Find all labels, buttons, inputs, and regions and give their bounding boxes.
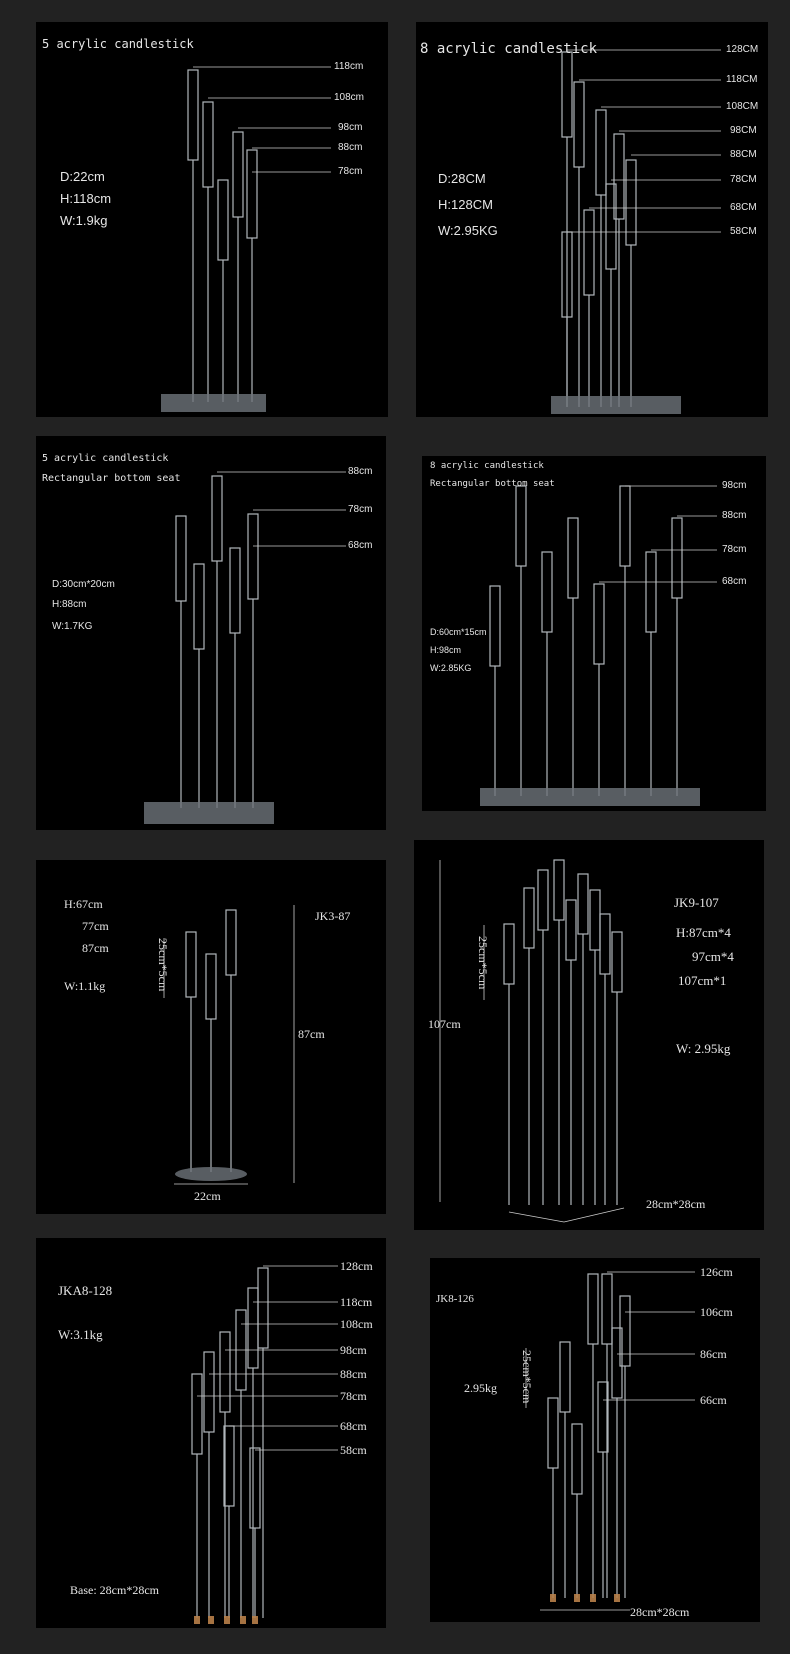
- height-label: 68CM: [730, 202, 757, 213]
- height-label: 68cm: [340, 1419, 367, 1433]
- total-height-label: 107cm: [428, 1017, 461, 1031]
- spec-diameter: D:60cm*15cm: [430, 627, 487, 637]
- model-label: JK9-107: [674, 895, 719, 910]
- height-label: 58cm: [340, 1443, 367, 1457]
- product-panel-4: [422, 456, 766, 811]
- height-label: 108CM: [726, 101, 759, 112]
- candlestick-5-rect-illustration: [36, 436, 386, 830]
- height-label: 68cm: [722, 576, 747, 587]
- panel-title: 8 acrylic candlestick: [420, 41, 598, 57]
- spec-weight: W: 2.95kg: [676, 1041, 731, 1056]
- height-label: 66cm: [700, 1393, 727, 1407]
- height-label: 88cm: [348, 466, 373, 477]
- panel-title: 5 acrylic candlestick: [42, 453, 169, 464]
- height-label: 108cm: [340, 1317, 373, 1331]
- spec-weight: 2.95kg: [464, 1381, 497, 1395]
- height-label: 118CM: [726, 74, 758, 85]
- height-label: 126cm: [700, 1265, 733, 1279]
- candlestick-8-illustration: [416, 22, 768, 417]
- height-label: 88cm: [340, 1367, 367, 1381]
- product-panel-2: [416, 22, 768, 417]
- spec-weight: W:2.95KG: [438, 223, 498, 238]
- spec-diameter: D:30cm*20cm: [52, 579, 115, 590]
- spec-weight: W:1.7KG: [52, 621, 93, 632]
- height-label: 88CM: [730, 149, 757, 160]
- base-size-label: 22cm: [194, 1189, 221, 1203]
- spec-height-2: 77cm: [82, 919, 109, 933]
- spec-diameter: D:28CM: [438, 171, 486, 186]
- base-size-label: 28cm*28cm: [646, 1197, 706, 1211]
- spec-diameter: D:22cm: [60, 169, 105, 184]
- spec-height-2: 97cm*4: [692, 949, 734, 964]
- height-label: 78cm: [722, 544, 747, 555]
- height-label: 98cm: [340, 1343, 367, 1357]
- base-size-label: 28cm*28cm: [630, 1605, 690, 1619]
- cup-size-label: 25cm*5cm: [476, 936, 490, 990]
- height-label: 128cm: [340, 1259, 373, 1273]
- height-label: 88cm: [338, 142, 363, 153]
- product-panel-5: [36, 860, 386, 1214]
- height-label: 88cm: [722, 510, 747, 521]
- model-label: JK8-126: [436, 1293, 474, 1305]
- model-label: JKA8-128: [58, 1283, 113, 1298]
- spec-height: H:67cm: [64, 897, 103, 911]
- height-label: 68cm: [348, 540, 373, 551]
- height-label: 78cm: [340, 1389, 367, 1403]
- product-panel-6: [414, 840, 764, 1230]
- product-panel-8: [430, 1258, 760, 1622]
- height-label: 118cm: [334, 61, 364, 72]
- spec-weight: W:2.85KG: [430, 663, 472, 673]
- spec-weight: W:3.1kg: [58, 1327, 103, 1342]
- height-label: 106cm: [700, 1305, 733, 1319]
- cup-size-label: 25cm*5cm: [520, 1350, 534, 1404]
- height-label: 78CM: [730, 174, 757, 185]
- spec-height: H:118cm: [60, 191, 112, 206]
- spec-weight: W:1.1kg: [64, 979, 106, 993]
- height-label: 58CM: [730, 226, 757, 237]
- height-label: 118cm: [340, 1295, 373, 1309]
- height-label: 98cm: [338, 122, 363, 133]
- height-label: 98cm: [722, 480, 747, 491]
- cup-size-label: 25cm*5cm: [156, 938, 170, 992]
- product-panel-1: [36, 22, 388, 417]
- model-label: JK3-87: [315, 909, 351, 923]
- spec-height-3: 107cm*1: [678, 973, 727, 988]
- spec-height: H:87cm*4: [676, 925, 731, 940]
- spec-height: H:98cm: [430, 645, 462, 655]
- panel-subtitle: Rectangular bottom seat: [430, 479, 555, 489]
- product-panel-3: [36, 436, 386, 830]
- height-label: 78cm: [348, 504, 373, 515]
- product-panel-7: [36, 1238, 386, 1628]
- height-label: 78cm: [338, 166, 363, 177]
- spec-weight: W:1.9kg: [60, 213, 108, 228]
- height-label: 98CM: [730, 125, 757, 136]
- spec-height: H:88cm: [52, 599, 87, 610]
- panel-subtitle: Rectangular bottom seat: [42, 473, 181, 484]
- panel-title: 5 acrylic candlestick: [42, 37, 194, 51]
- spec-height-3: 87cm: [82, 941, 109, 955]
- panel-title: 8 acrylic candlestick: [430, 461, 544, 471]
- spec-height: H:128CM: [438, 197, 493, 212]
- total-height-label: 87cm: [298, 1027, 325, 1041]
- height-label: 128CM: [726, 44, 759, 55]
- height-label: 108cm: [334, 92, 365, 103]
- height-label: 86cm: [700, 1347, 727, 1361]
- base-size-label: Base: 28cm*28cm: [70, 1583, 159, 1597]
